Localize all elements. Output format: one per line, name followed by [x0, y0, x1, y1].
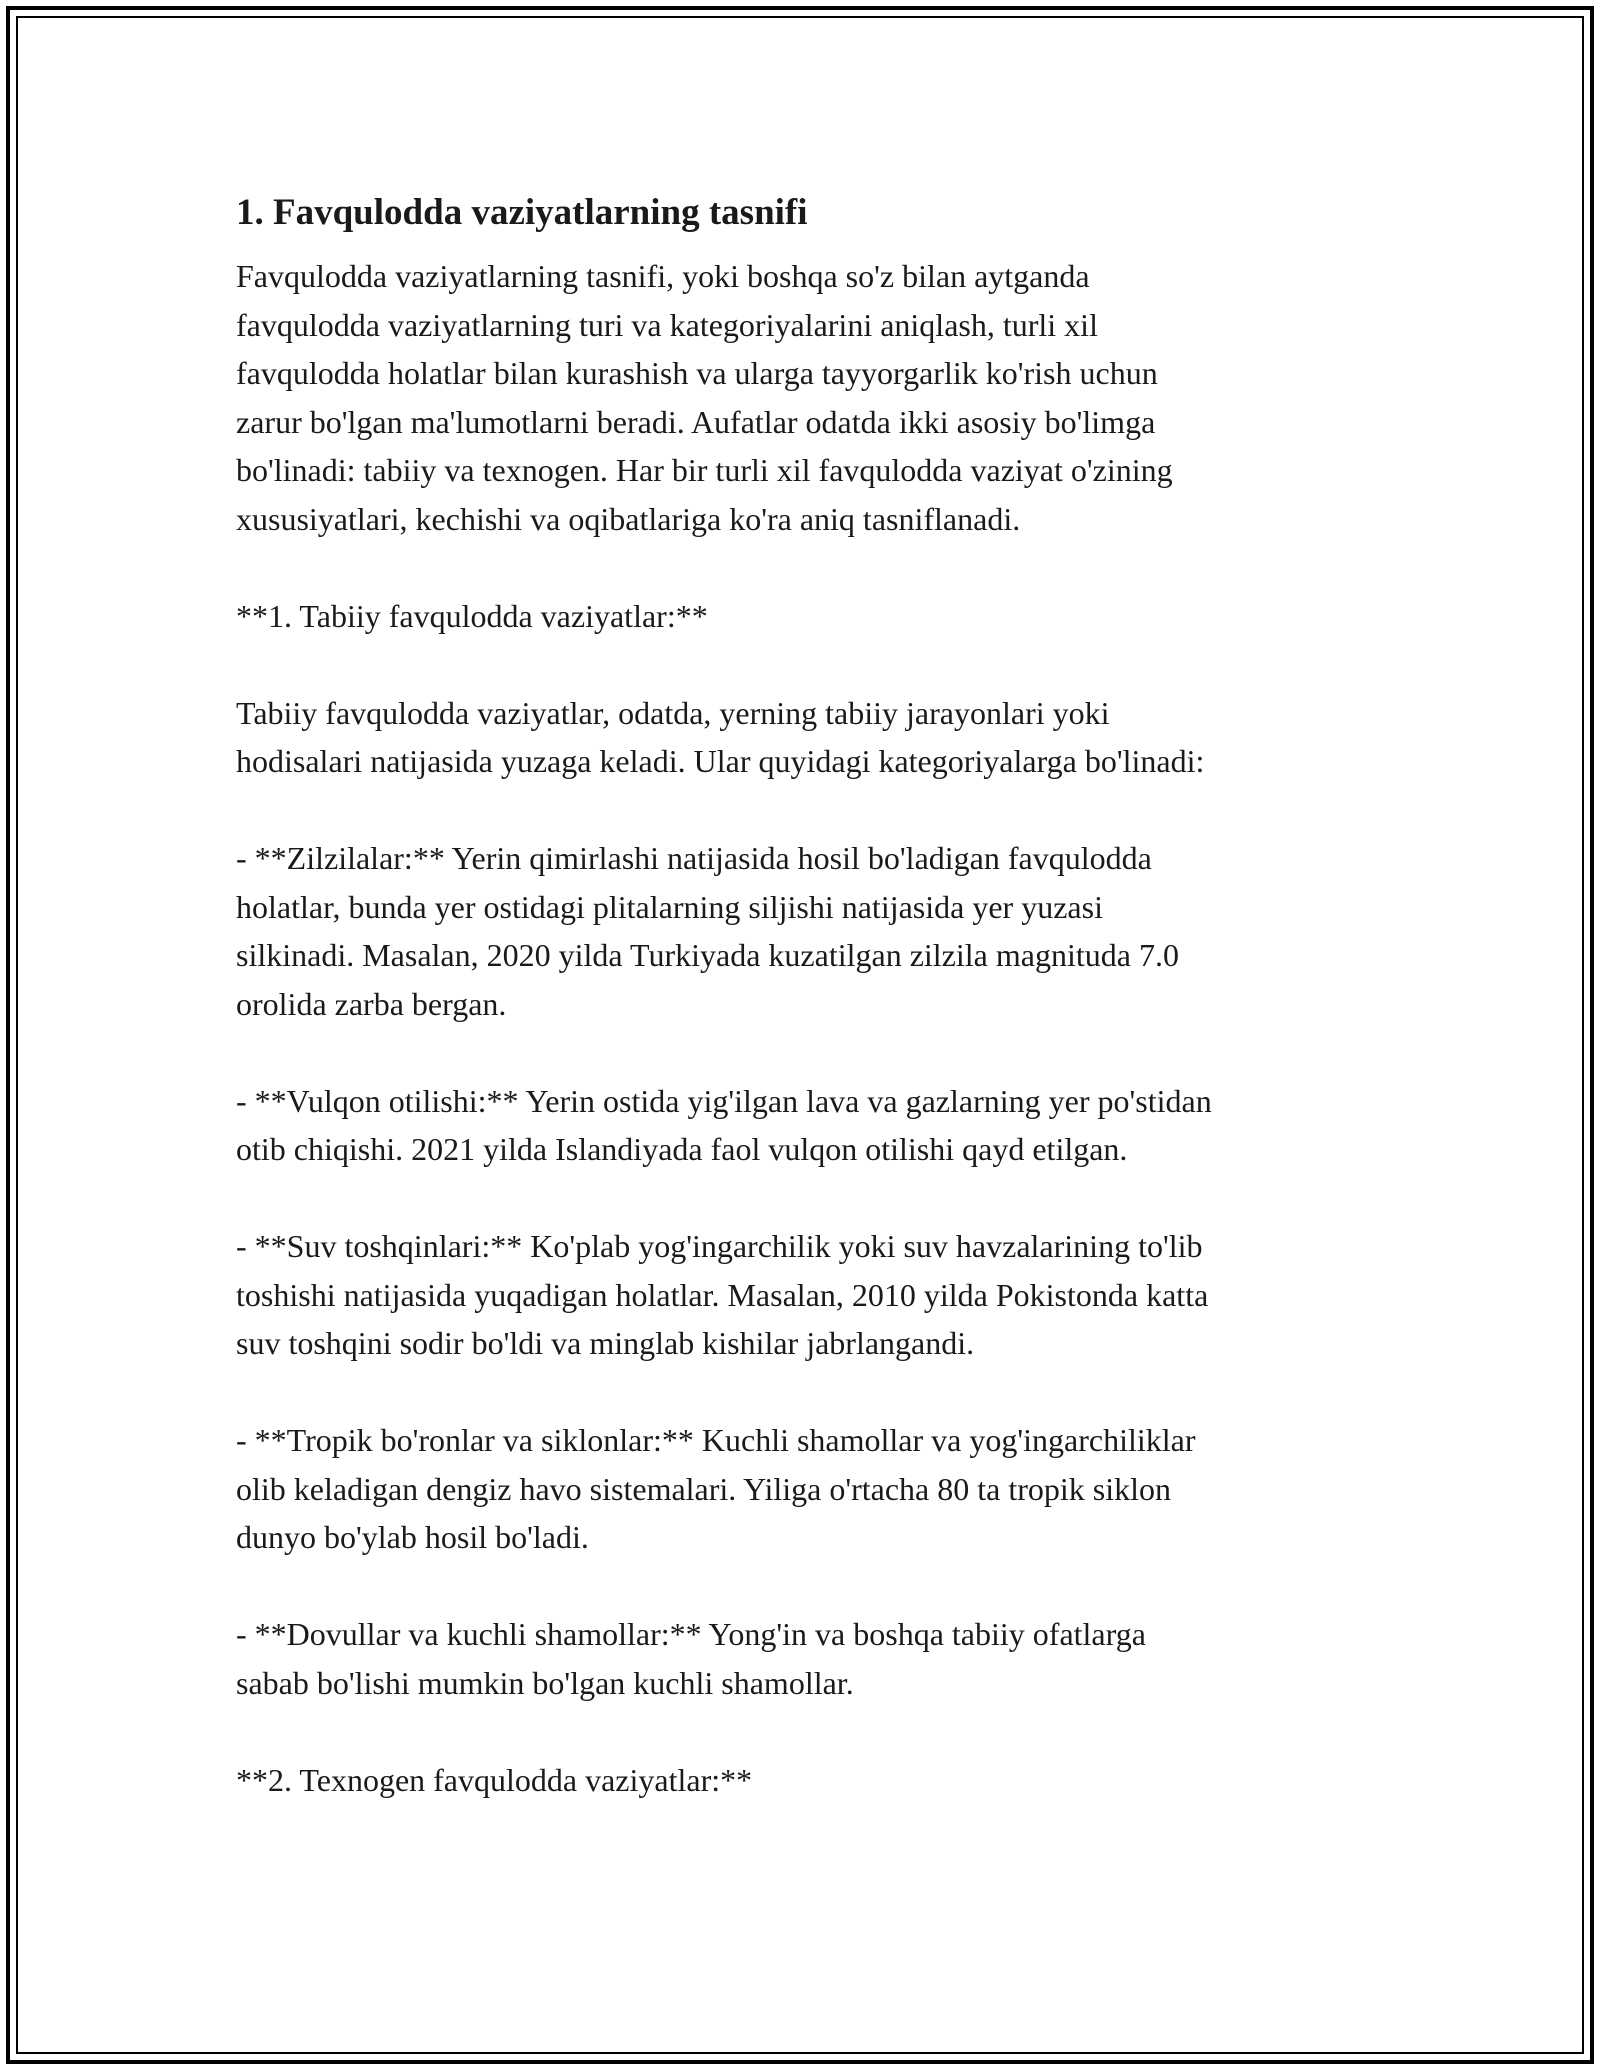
- natural-intro-paragraph: Tabiiy favqulodda vaziyatlar, odatda, yerning tabiiy jarayonlari yoki hodisalari natijasida yuzaga keladi. Ular quyidagi kategoriyalarga bo'linadi:: [236, 694, 1205, 779]
- list-item-earthquakes: - **Zilzilalar:** Yerin qimirlashi natijasida hosil bo'ladigan favqulodda holatlar, bunda yer ostidagi plitalarning siljishi natijasida yer yuzasi silkinadi. Masalan, 2020 yilda Turkiyada kuzatilgan zilzila magnituda 7.0 orolida zarba bergan.: [236, 840, 1179, 1022]
- list-item-tropical-storms: - **Tropik bo'ronlar va siklonlar:** Kuchli shamollar va yog'ingarchiliklar olib keladigan dengiz havo sistemalari. Yiliga o'rtacha 80 ta tropik siklon dunyo bo'ylab hosil bo'ladi.: [236, 1422, 1196, 1555]
- list-item-floods: - **Suv toshqinlari:** Ko'plab yog'ingarchilik yoki suv havzalarining to'lib toshishi natijasida yuqadigan holatlar. Masalan, 2010 yilda Pokistonda katta suv toshqini sodir bo'ldi va minglab kishilar jabrlangandi.: [236, 1228, 1209, 1361]
- subsection-title-technogenic: **2. Texnogen favqulodda vaziyatlar:**: [236, 1761, 753, 1798]
- document-body: [236, 186, 1386, 1804]
- subsection-title-natural: **1. Tabiiy favqulodda vaziyatlar:**: [236, 597, 708, 634]
- list-item-hurricanes: - **Dovullar va kuchli shamollar:** Yong'in va boshqa tabiiy ofatlarga sabab bo'lishi mumkin bo'lgan kuchli shamollar.: [236, 1616, 1146, 1701]
- list-item-volcano: - **Vulqon otilishi:** Yerin ostida yig'ilgan lava va gazlarning yer po'stidan otib chiqishi. 2021 yilda Islandiyada faol vulqon otilishi qayd etilgan.: [236, 1082, 1212, 1167]
- section-heading: 1. Favqulodda vaziyatlarning tasnifi: [236, 192, 808, 233]
- intro-paragraph: Favqulodda vaziyatlarning tasnifi, yoki boshqa so'z bilan aytganda favqulodda vaziyatlarning turi va kategoriyalarini aniqlash, turli xil favqulodda holatlar bilan kurashish va ularga tayyorgarlik ko'rish uchun zarur bo'lgan ma'lumotlarni beradi. Aufatlar odatda ikki asosiy bo'limga bo'linadi: tabiiy va texnogen. Har bir turli xil favqulodda vaziyat o'zining xususiyatlari, kechishi va oqibatlariga ko'ra aniq tasniflanadi.: [236, 258, 1173, 537]
